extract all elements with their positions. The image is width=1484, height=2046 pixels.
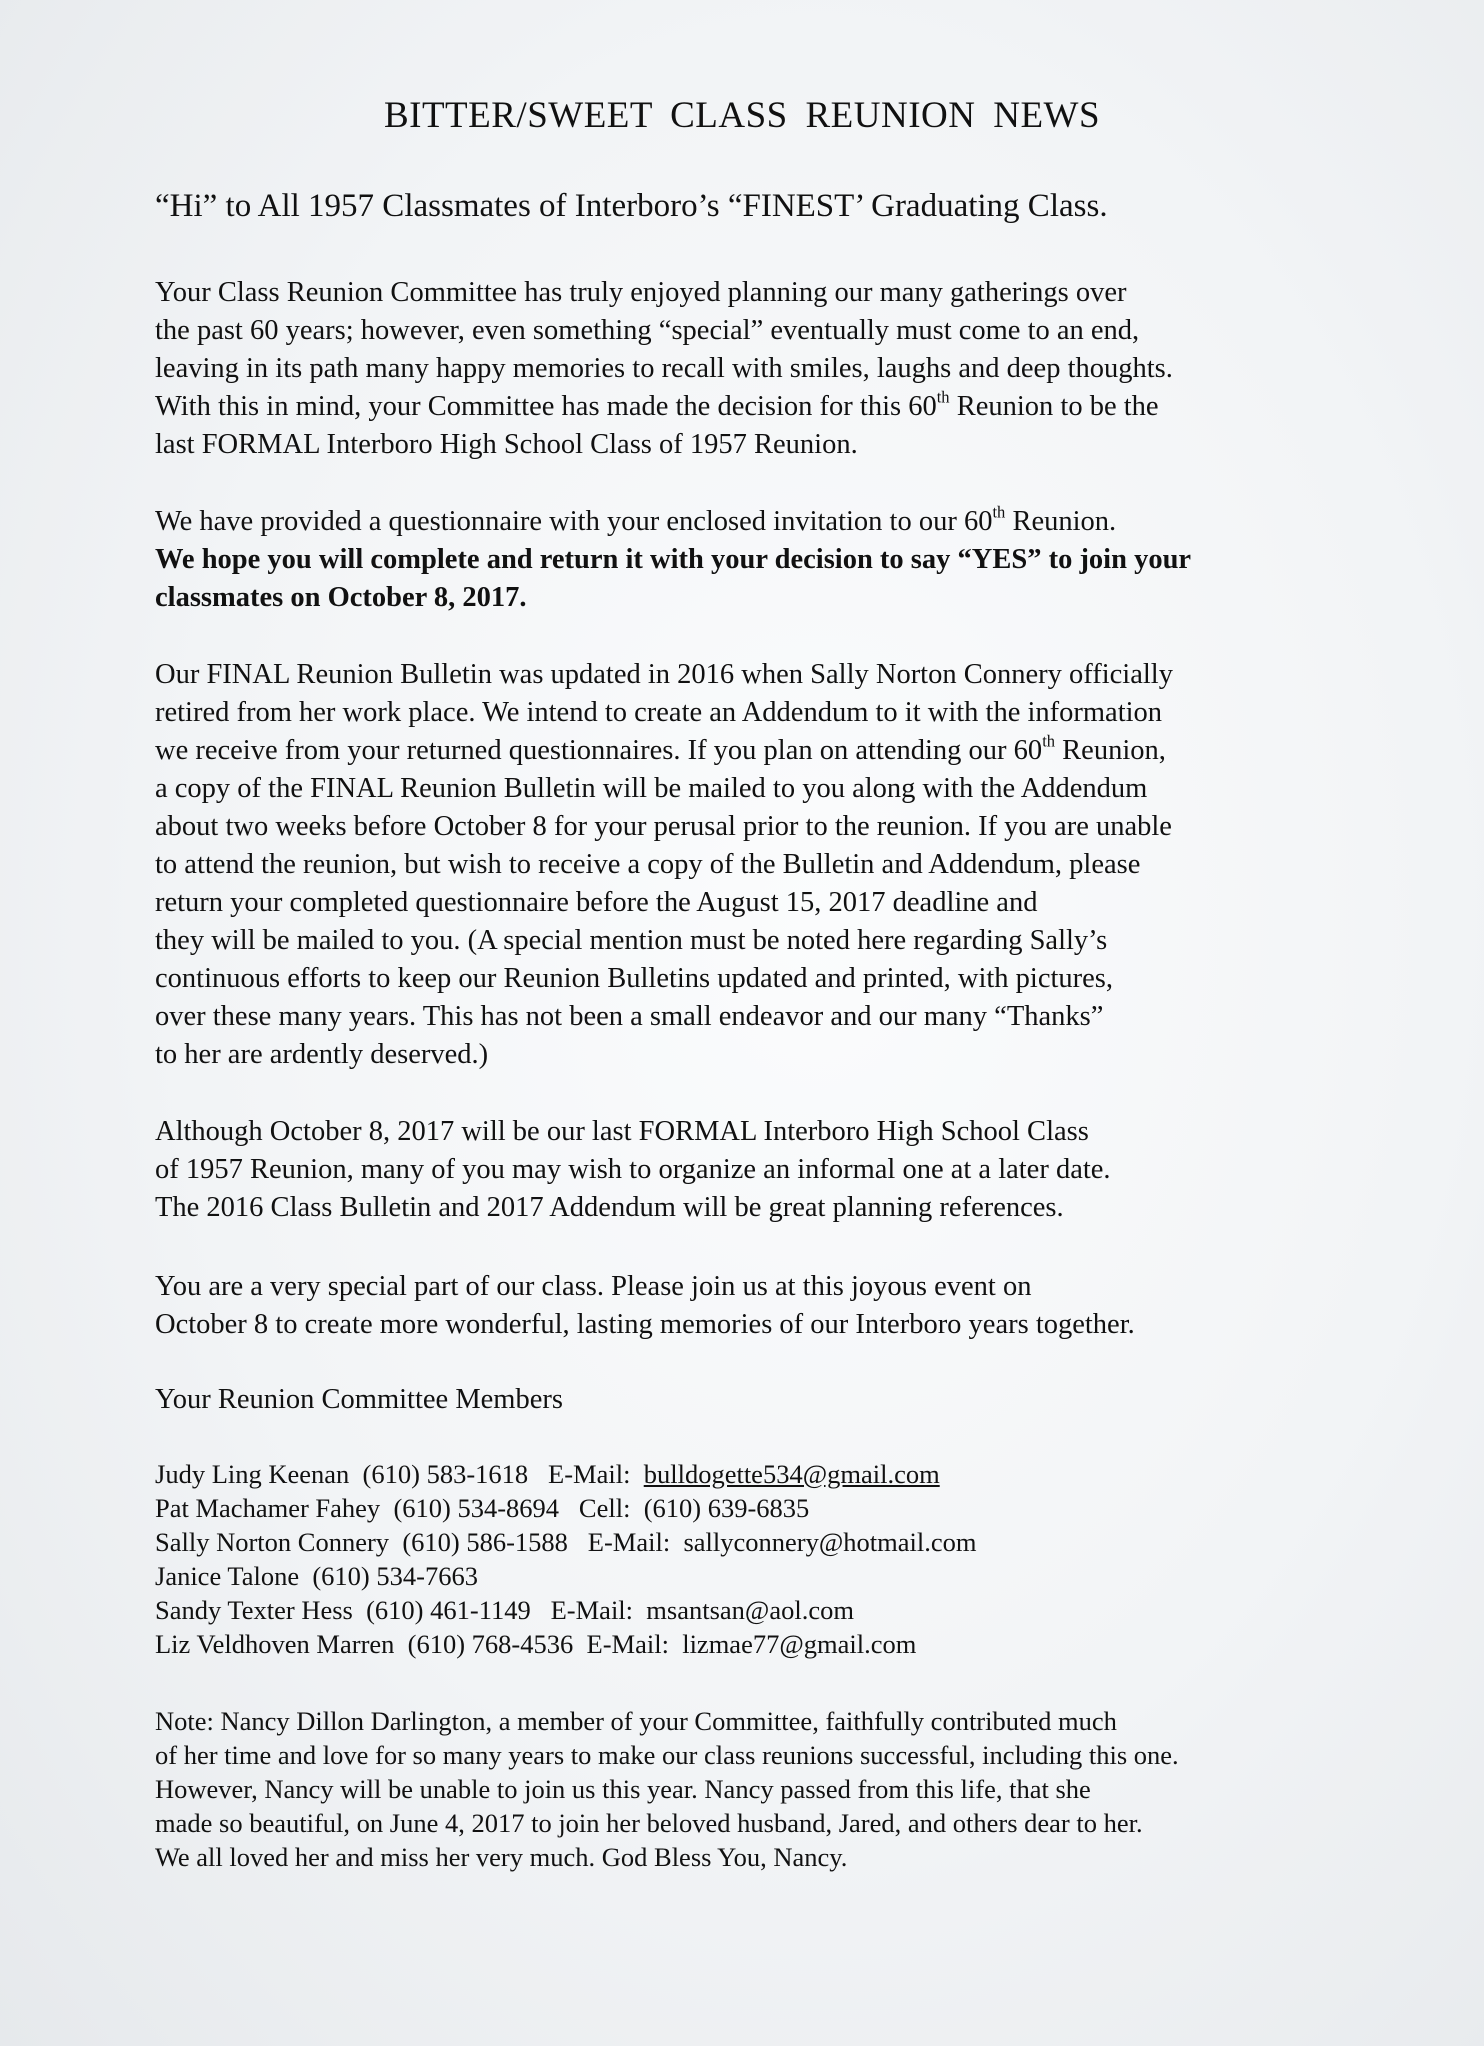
text-fragment: With this in mind, your Committee has made the decision for this 60 [155, 391, 937, 422]
contact-label: E-Mail: [548, 1459, 631, 1489]
contact-label: E-Mail: [586, 1629, 669, 1659]
text-fragment: We have provided a questionnaire with your enclosed invitation to our 60 [155, 506, 993, 537]
paragraph-informal-reunion [155, 1113, 1355, 1227]
contact-phone: (610) 586-1588 [402, 1527, 568, 1557]
text-line: continuous efforts to keep our Reunion Bulletins updated and printed, with pictures, [155, 963, 1114, 994]
text-line [155, 388, 1355, 426]
text-line: a copy of the FINAL Reunion Bulletin will be mailed to you along with the Addendum [155, 773, 1148, 804]
signoff-text: Your Reunion Committee Members [155, 1384, 563, 1415]
ordinal-superscript: th [1042, 731, 1056, 751]
text-line [155, 732, 1355, 770]
committee-contacts [155, 1457, 977, 1661]
contact-row [155, 1627, 977, 1661]
text-line: they will be mailed to you. (A special mention must be noted here regarding Sally’s [155, 925, 1108, 956]
text-line: The 2016 Class Bulletin and 2017 Addendum will be great planning references. [155, 1192, 1064, 1223]
text-line: to attend the reunion, but wish to receive a copy of the Bulletin and Addendum, please [155, 849, 1141, 880]
text-line: We all loved her and miss her very much. God Bless You, Nancy. [155, 1842, 848, 1872]
contact-email: sallyconnery@hotmail.com [683, 1527, 977, 1557]
text-line: the past 60 years; however, even something “special” eventually must come to an end, [155, 315, 1140, 346]
text-line: return your completed questionnaire before the August 15, 2017 deadline and [155, 887, 1038, 918]
contact-label: E-Mail: [587, 1527, 671, 1557]
text-line: Your Class Reunion Committee has truly enjoyed planning our many gatherings over [155, 277, 1127, 308]
text-line: You are a very special part of our class. Please join us at this joyous event on [155, 1271, 1032, 1302]
text-line [155, 503, 1355, 541]
text-fragment: we receive from your returned questionnaires. If you plan on attending our 60 [155, 735, 1043, 766]
paragraph-questionnaire [155, 503, 1355, 617]
contact-row [155, 1525, 977, 1559]
text-line: Note: Nancy Dillon Darlington, a member of your Committee, faithfully contributed much [155, 1706, 1117, 1736]
text-line: about two weeks before October 8 for your perusal prior to the reunion. If you are unable [155, 811, 1172, 842]
text-line: Our FINAL Reunion Bulletin was updated in 2016 when Sally Norton Connery officially [155, 659, 1173, 690]
contact-phone: (610) 583-1618 [362, 1459, 529, 1489]
text-line-bold: classmates on October 8, 2017. [155, 582, 527, 613]
text-fragment: Reunion, [1055, 735, 1166, 766]
contact-phone: (610) 461-1149 [366, 1595, 531, 1625]
contact-name: Janice Talone [155, 1561, 300, 1591]
text-fragment: Reunion. [1005, 506, 1117, 537]
text-line: Although October 8, 2017 will be our last FORMAL Interboro High School Class [155, 1116, 1089, 1147]
contact-row [155, 1457, 977, 1491]
text-line-bold: We hope you will complete and return it with your decision to say “YES” to join your [155, 544, 1192, 575]
document-title: BITTER/SWEET CLASS REUNION NEWS [383, 95, 1101, 136]
memorial-note [155, 1704, 1179, 1874]
contact-email: lizmae77@gmail.com [682, 1629, 917, 1659]
ordinal-superscript: th [936, 387, 950, 407]
text-line: over these many years. This has not been a small endeavor and our many “Thanks” [155, 1001, 1104, 1032]
signoff [155, 1381, 1355, 1419]
text-line: made so beautiful, on June 4, 2017 to join her beloved husband, Jared, and others dear to her. [155, 1808, 1143, 1838]
text-line: leaving in its path many happy memories to recall with smiles, laughs and deep thoughts. [155, 353, 1173, 384]
text-line: retired from her work place. We intend to create an Addendum to it with the information [155, 697, 1163, 728]
contact-cell: (610) 639-6835 [643, 1493, 810, 1523]
text-line: October 8 to create more wonderful, lasting memories of our Interboro years together. [155, 1309, 1135, 1340]
text-line: to her are ardently deserved.) [155, 1039, 489, 1070]
contact-name: Sandy Texter Hess [155, 1595, 353, 1625]
contact-label: E-Mail: [550, 1595, 634, 1625]
greeting-line: “Hi” to All 1957 Classmates of Interboro’s “FINEST’ Graduating Class. [155, 188, 1108, 224]
contact-name: Pat Machamer Fahey [155, 1493, 381, 1523]
contact-email: msantsan@aol.com [646, 1595, 854, 1625]
contact-row [155, 1593, 977, 1627]
ordinal-superscript: th [992, 502, 1006, 522]
text-line: of her time and love for so many years to make our class reunions successful, including this one. [155, 1740, 1179, 1770]
contact-phone: (610) 534-7663 [312, 1561, 478, 1591]
text-line: However, Nancy will be unable to join us this year. Nancy passed from this life, that she [155, 1774, 1091, 1804]
text-line: last FORMAL Interboro High School Class of 1957 Reunion. [155, 429, 858, 460]
paragraph-invitation [155, 1268, 1355, 1344]
contact-phone: (610) 768-4536 [407, 1629, 574, 1659]
contact-email-link[interactable]: bulldogette534@gmail.com [643, 1459, 940, 1489]
contact-name: Judy Ling Keenan [155, 1459, 350, 1489]
text-fragment: Reunion to be the [956, 391, 1159, 422]
text-line: of 1957 Reunion, many of you may wish to organize an informal one at a later date. [155, 1154, 1111, 1185]
contact-name: Sally Norton Connery [155, 1527, 390, 1557]
contact-row [155, 1491, 977, 1525]
contact-label: Cell: [578, 1493, 631, 1523]
contact-row [155, 1559, 977, 1593]
paragraph-bulletin [155, 656, 1355, 1074]
contact-name: Liz Veldhoven Marren [155, 1629, 395, 1659]
contact-phone: (610) 534-8694 [393, 1493, 560, 1523]
paragraph-committee-intro [155, 274, 1355, 464]
